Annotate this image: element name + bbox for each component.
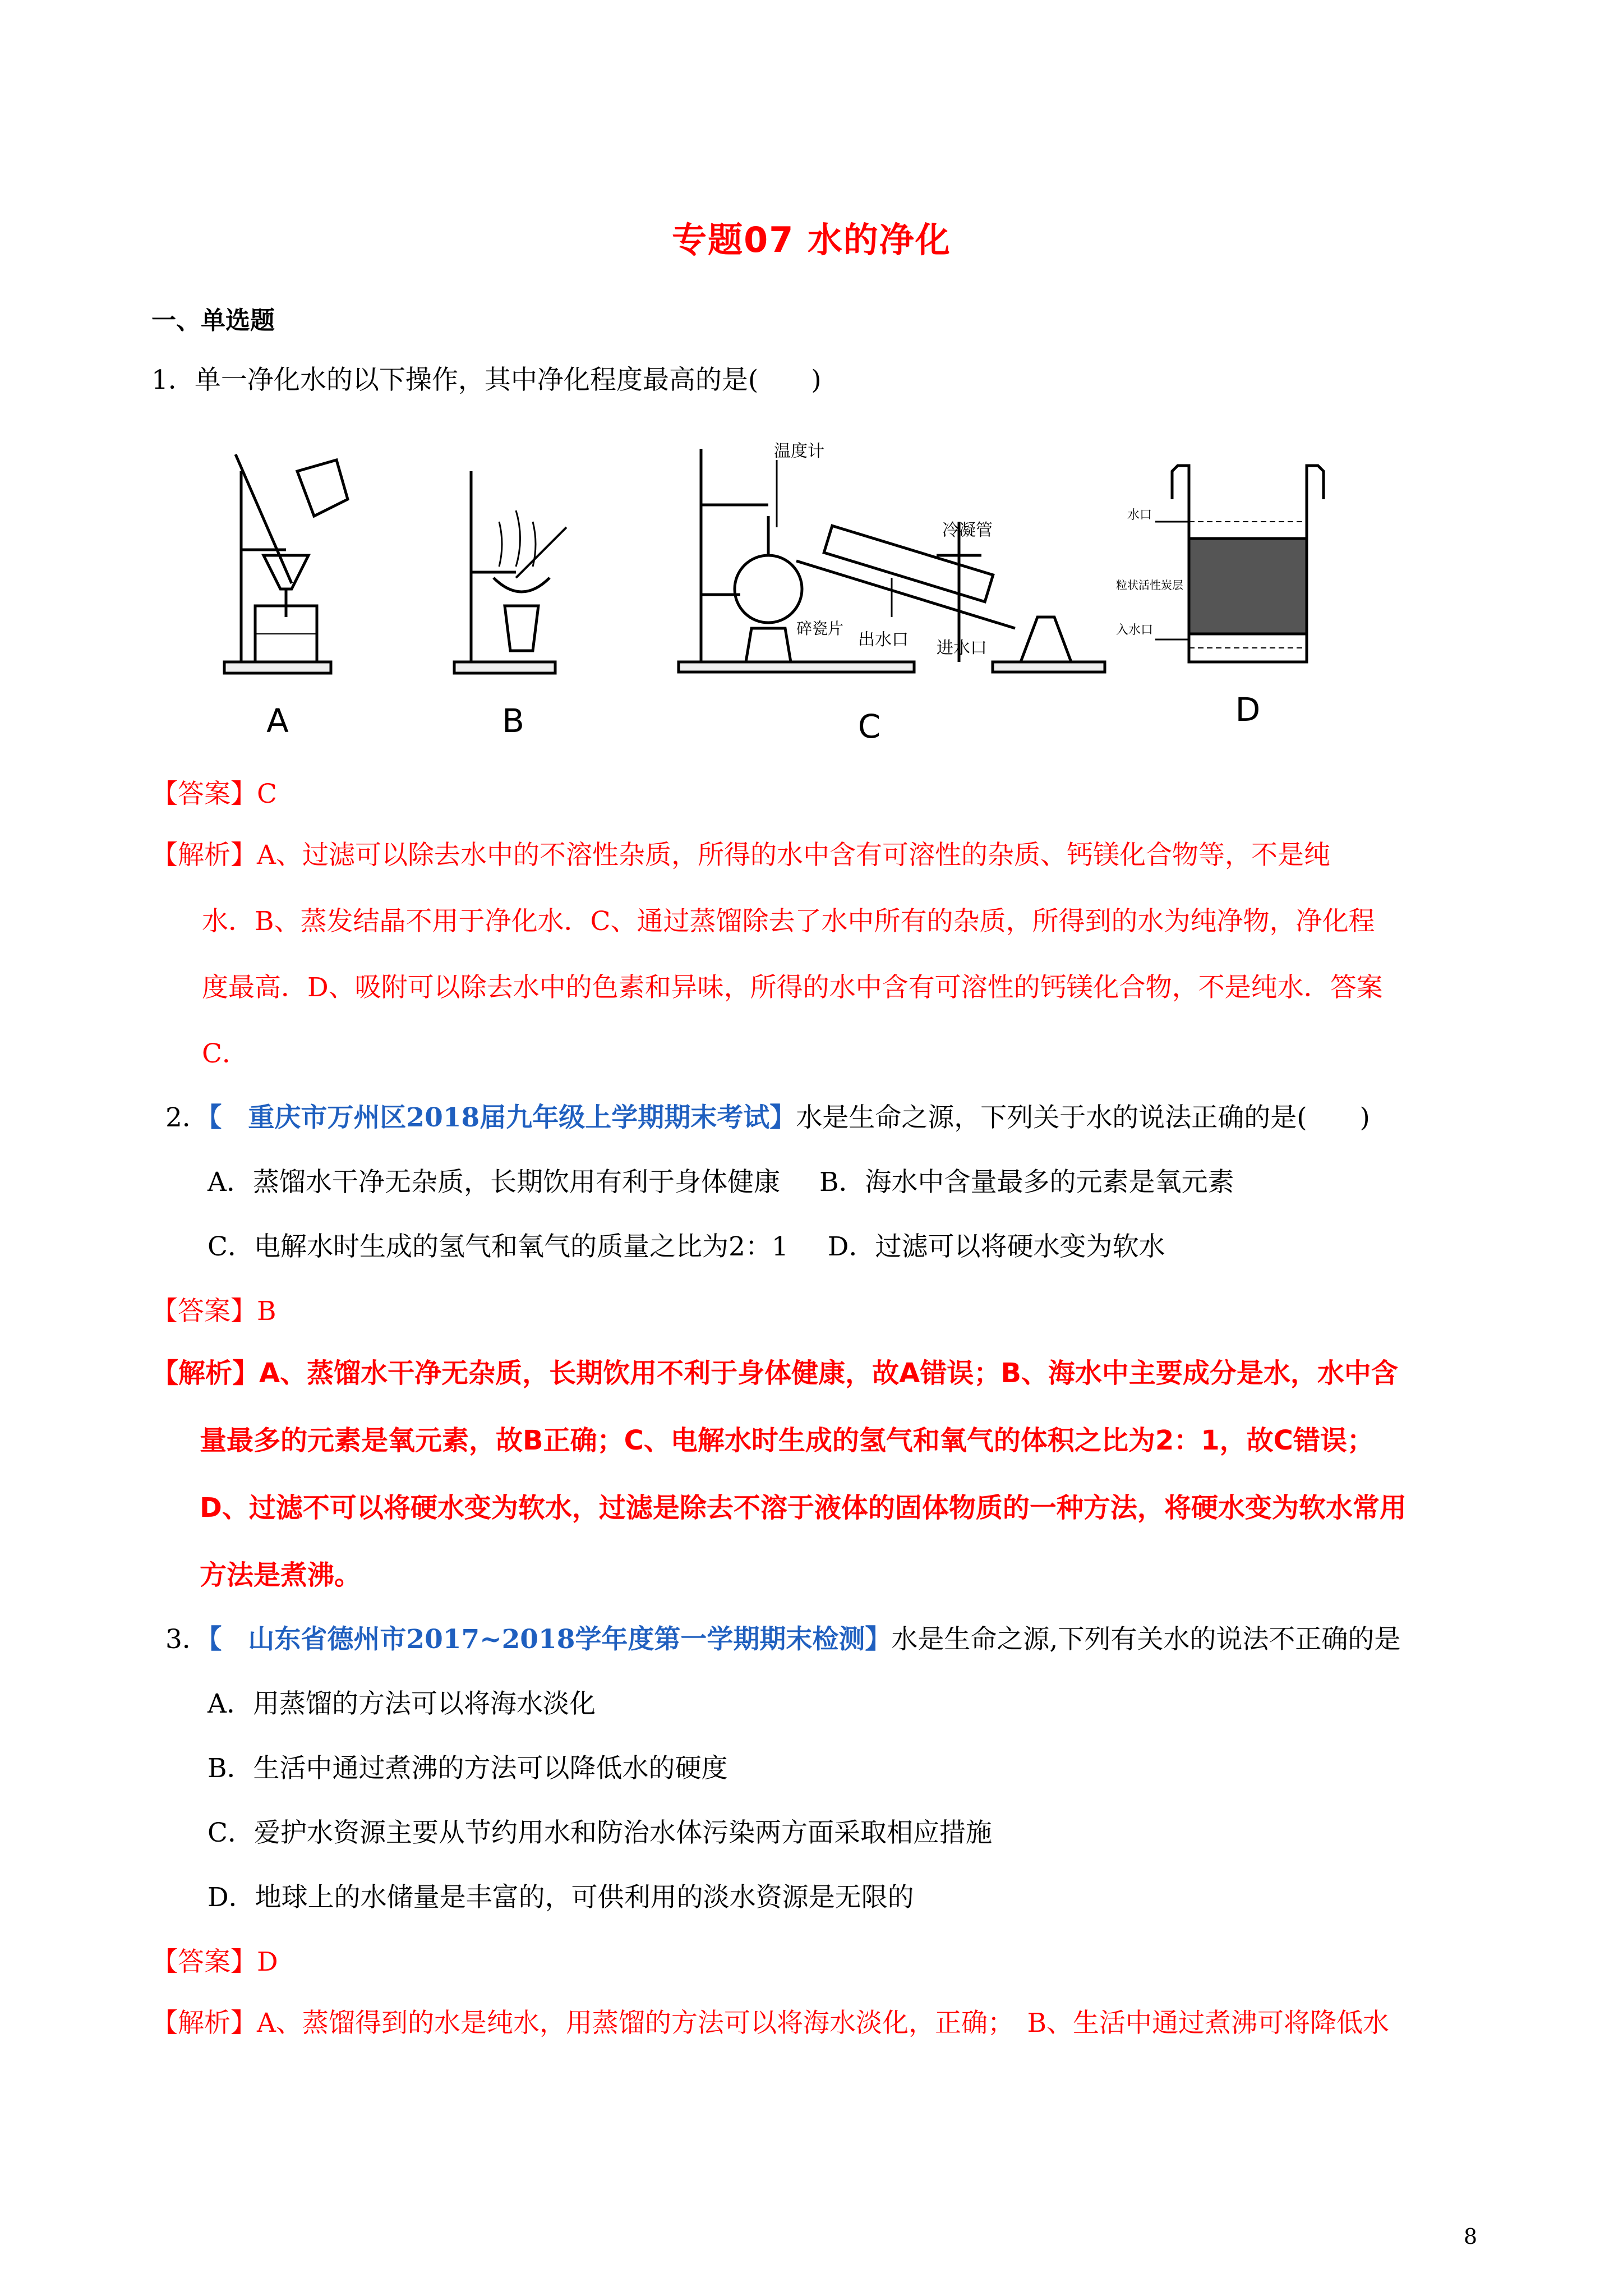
- figure-label-a: A: [266, 702, 289, 740]
- q2-analysis: [151, 1340, 1407, 1609]
- q3-answer-value: D: [257, 1947, 278, 1977]
- q1-analysis-line-3: 度最高．D、吸附可以除去水中的色素和异味，所得的水中含有可溶性的钙镁化合物，不是纯水．答案: [202, 972, 1383, 1003]
- q2-analysis-line-1: A、蒸馏水干净无杂质，长期饮用不利于身体健康，故A错误；B、海水中主要成分是水，水中含: [259, 1358, 1398, 1389]
- q3-question: 水是生命之源,下列有关水的说法不正确的是: [891, 1624, 1401, 1655]
- q2-options-row-1: [208, 1161, 1234, 1199]
- apparatus-a-filtration: [224, 454, 348, 673]
- q2-stem: [165, 1097, 1370, 1134]
- q1-analysis-line-1: A、过滤可以除去水中的不溶性杂质，所得的水中含有可溶性的杂质、钙镁化合物等，不是纯: [257, 840, 1330, 871]
- q3-answer-tag: 【答案】: [151, 1947, 257, 1977]
- q3-option-d: D．地球上的水储量是丰富的，可供利用的淡水资源是无限的: [208, 1882, 914, 1913]
- q2-options-row-2: [208, 1226, 1165, 1263]
- apparatus-d-carbon-filter: [1155, 466, 1324, 662]
- q3-analysis-tag: 【解析】: [151, 2008, 257, 2039]
- q1-answer-value: C: [257, 779, 277, 809]
- label-water-in: 进水口: [937, 638, 987, 658]
- q3-stem: [165, 1618, 1400, 1656]
- q2-source: 【 重庆市万州区2018届九年级上学期期末考试】: [208, 1102, 796, 1133]
- q1-stem: 1．单一净化水的以下操作，其中净化程度最高的是( ): [151, 365, 822, 395]
- q1-analysis-line-2: 水．B、蒸发结晶不用于净化水．C、通过蒸馏除去了水中所有的杂质，所得到的水为纯净物，净化程: [202, 906, 1375, 937]
- q2-option-a: A．蒸馏水干净无杂质，长期饮用有利于身体健康: [208, 1167, 780, 1198]
- figure-label-b: B: [502, 702, 524, 740]
- q1-answer-tag: 【答案】: [151, 779, 257, 809]
- q2-answer-value: B: [257, 1296, 276, 1327]
- q3-number: 3．: [165, 1624, 209, 1655]
- q3-option-a: A．用蒸馏的方法可以将海水淡化: [208, 1688, 596, 1719]
- figure-label-c: C: [857, 707, 881, 746]
- q2-option-d: D．过滤可以将硬水变为软水: [827, 1231, 1165, 1262]
- label-inlet: 入水口: [1116, 623, 1154, 637]
- page-number: 8: [1463, 2224, 1477, 2249]
- apparatus-b-evaporation: [454, 471, 566, 673]
- label-carbon: 粒状活性炭层: [1116, 578, 1183, 592]
- figure-label-d: D: [1235, 691, 1261, 729]
- label-chips: 碎瓷片: [796, 619, 844, 638]
- q2-answer: [151, 1290, 276, 1328]
- q2-answer-tag: 【答案】: [151, 1296, 257, 1327]
- q1-analysis-tag: 【解析】: [151, 840, 257, 871]
- q3-source: 【 山东省德州市2017~2018学年度第一学期期末检测】: [208, 1624, 892, 1655]
- q3-option-b: B．生活中通过煮沸的方法可以降低水的硬度: [208, 1753, 728, 1784]
- q2-number: 2．: [165, 1102, 209, 1133]
- q2-option-c: C．电解水时生成的氢气和氧气的质量之比为2：1: [208, 1231, 789, 1262]
- label-outlet: 水口: [1127, 508, 1152, 522]
- q2-analysis-line-2: 量最多的元素是氧元素，故B正确；C、电解水时生成的氢气和氧气的体积之比为2：1，故C错误；: [200, 1425, 1374, 1456]
- q3-answer: [151, 1941, 278, 1978]
- label-condenser: 冷凝管: [942, 521, 993, 540]
- q1-analysis-line-4: C．: [202, 1038, 248, 1069]
- q2-analysis-line-4: 方法是煮沸。: [200, 1559, 362, 1591]
- page-title: 专题07 水的净化: [672, 219, 951, 260]
- q2-option-b: B．海水中含量最多的元素是氧元素: [819, 1167, 1234, 1198]
- section-heading: 一、单选题: [151, 306, 275, 335]
- q2-analysis-tag: 【解析】: [151, 1358, 260, 1389]
- q3-analysis-line-1: A、蒸馏得到的水是纯水，用蒸馏的方法可以将海水淡化，正确； B、生活中通过煮沸可将降低水: [257, 2008, 1389, 2039]
- label-thermometer: 温度计: [774, 441, 824, 461]
- q1-figure: [213, 438, 1335, 752]
- q1-answer: [151, 773, 277, 811]
- q1-analysis: [151, 822, 1383, 1087]
- q2-analysis-line-3: D、过滤不可以将硬水变为软水，过滤是除去不溶于液体的固体物质的一种方法，将硬水变为软水常用: [200, 1492, 1407, 1524]
- q3-analysis: [151, 1990, 1389, 2056]
- q3-option-c: C．爱护水资源主要从节约用水和防治水体污染两方面采取相应措施: [208, 1818, 992, 1848]
- label-water-out: 出水口: [858, 630, 909, 650]
- q2-question: 水是生命之源，下列关于水的说法正确的是( ): [796, 1102, 1370, 1133]
